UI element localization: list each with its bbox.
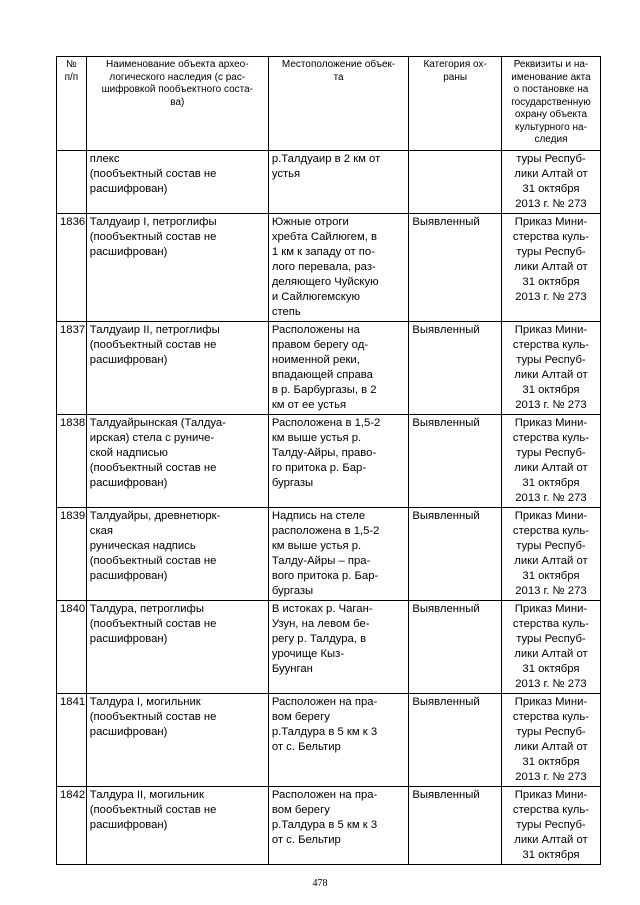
row-category: Выявленный [409,321,502,414]
row-requisites: Приказ Мини- стерства куль- туры Респуб- лики Алтай от 31 октября 2013 г. № 273 [501,414,600,507]
row-name: Талдуаир II, петроглифы (пообъектный состав не расшифрован) [86,321,268,414]
table-header [57,57,601,151]
row-category: Выявленный [409,600,502,693]
row-category: Выявленный [409,693,502,786]
row-name: Талдура I, могильник (пообъектный состав не расшифрован) [86,693,268,786]
header-location: Местоположение объек- та [268,57,409,151]
row-num: 1839 [57,507,87,600]
row-category: Выявленный [409,213,502,321]
row-category [409,150,502,213]
header-num: № п/п [57,57,87,151]
row-requisites: Приказ Мини- стерства куль- туры Респуб- лики Алтай от 31 октября 2013 г. № 273 [501,507,600,600]
row-name: Талдуайры, древнетюрк- ская руническая надпись (пообъектный состав не расшифрован) [86,507,268,600]
row-location: В истоках р. Чаган- Узун, на левом бе- регу р. Талдура, в урочище Кыз- Буунган [268,600,409,693]
row-location: р.Талдуаир в 2 км от устья [268,150,409,213]
row-category: Выявленный [409,786,502,864]
row-location: Южные отроги хребта Сайлюгем, в 1 км к западу от по- лого перевала, раз- деляющего Чуйскую и Сайлюгемскую степь [268,213,409,321]
row-num: 1841 [57,693,87,786]
row-requisites: Приказ Мини- стерства куль- туры Респуб- лики Алтай от 31 октября [501,786,600,864]
row-location: Надпись на стеле расположена в 1,5-2 км выше устья р. Талду-Айры – пра- вого притока р. Бар- бургазы [268,507,409,600]
row-num: 1842 [57,786,87,864]
row-location: Расположен на пра- вом берегу р.Талдура в 5 км к 3 от с. Бельтир [268,693,409,786]
row-requisites: туры Респуб- лики Алтай от 31 октября 2013 г. № 273 [501,150,600,213]
row-requisites: Приказ Мини- стерства куль- туры Респуб- лики Алтай от 31 октября 2013 г. № 273 [501,321,600,414]
table-row [57,150,601,213]
table-row [57,693,601,786]
header-category: Категория ох- раны [409,57,502,151]
row-category: Выявленный [409,414,502,507]
registry-table [56,56,601,865]
row-num [57,150,87,213]
row-requisites: Приказ Мини- стерства куль- туры Респуб- лики Алтай от 31 октября 2013 г. № 273 [501,693,600,786]
row-location: Расположены на правом берегу од- ноименной реки, впадающей справа в р. Барбургазы, в 2 км от ее устья [268,321,409,414]
table-row [57,786,601,864]
header-name: Наименование объекта архео- логического наследия (с рас- шифровкой пообъектного соста- ва) [86,57,268,151]
row-num: 1836 [57,213,87,321]
table-row [57,213,601,321]
table-row [57,414,601,507]
row-name: Талдуайрынская (Талдуа- ирская) стела с руниче- ской надписью (пообъектный состав не расшифрован) [86,414,268,507]
row-name: Талдуаир I, петроглифы (пообъектный состав не расшифрован) [86,213,268,321]
row-name: Талдура, петроглифы (пообъектный состав не расшифрован) [86,600,268,693]
row-category: Выявленный [409,507,502,600]
row-num: 1838 [57,414,87,507]
table-row [57,321,601,414]
row-requisites: Приказ Мини- стерства куль- туры Респуб- лики Алтай от 31 октября 2013 г. № 273 [501,213,600,321]
row-num: 1840 [57,600,87,693]
row-requisites: Приказ Мини- стерства куль- туры Респуб- лики Алтай от 31 октября 2013 г. № 273 [501,600,600,693]
table-body [57,150,601,864]
row-name: Талдура II, могильник (пообъектный состав не расшифрован) [86,786,268,864]
table-row [57,600,601,693]
row-num: 1837 [57,321,87,414]
row-name: плекс (пообъектный состав не расшифрован) [86,150,268,213]
header-requisites: Реквизиты и на- именование акта о постановке на государственную охрану объекта культурного на- следия [501,57,600,151]
row-location: Расположена в 1,5-2 км выше устья р. Талду-Айры, право- го притока р. Бар- бургазы [268,414,409,507]
header-row [57,57,601,151]
table-row [57,507,601,600]
row-location: Расположен на пра- вом берегу р.Талдура в 5 км к 3 от с. Бельтир [268,786,409,864]
page-number: 478 [312,878,328,889]
